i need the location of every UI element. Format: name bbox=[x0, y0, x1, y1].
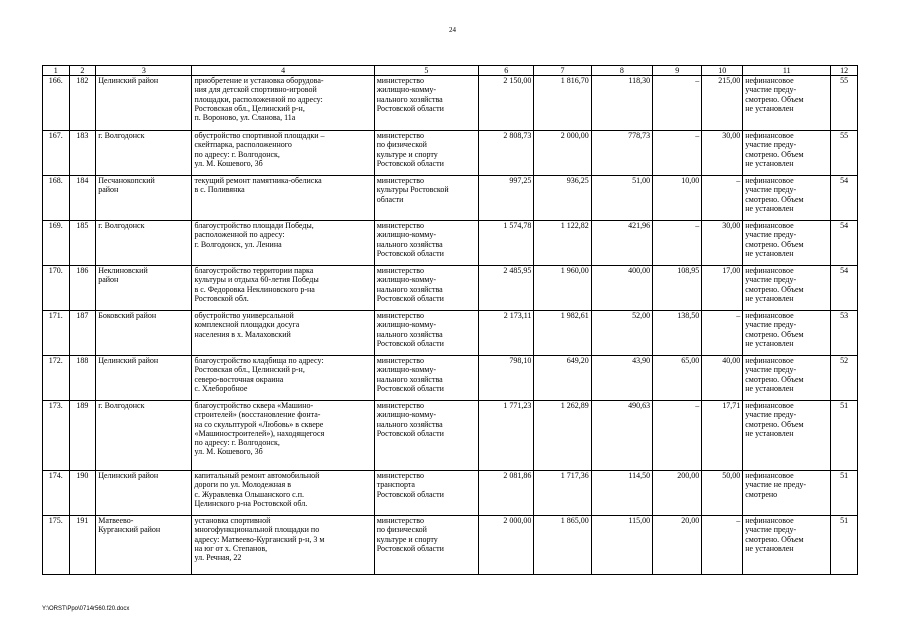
cell-district: Боковский район bbox=[96, 311, 192, 356]
cell-ministry: министерство по физической культуре и спорту Ростовской области bbox=[374, 516, 478, 575]
cell-ministry: министерство жилищно-комму- нального хозяйства Ростовской области bbox=[374, 76, 478, 131]
cell-local: 115,00 bbox=[591, 516, 652, 575]
cell-number: 168. bbox=[43, 176, 70, 221]
cell-participation: нефинансовое участие преду- смотрено. Объем не установлен bbox=[743, 131, 831, 176]
table-row bbox=[43, 516, 858, 575]
column-header: 3 bbox=[96, 66, 192, 76]
column-header: 7 bbox=[534, 66, 591, 76]
cell-participation: нефинансовое участие преду- смотрено. Объем не установлен bbox=[743, 516, 831, 575]
cell-other: – bbox=[702, 516, 743, 575]
cell-regional: 2 000,00 bbox=[534, 131, 591, 176]
cell-participation: нефинансовое участие преду- смотрено. Объем не установлен bbox=[743, 266, 831, 311]
header-row bbox=[43, 66, 858, 76]
cell-object: установка спортивной многофункциональной площадки по адресу: Матвеево-Курганский р-н, 3 м на юг от х. Степанов, ул. Речная, 22 bbox=[192, 516, 374, 575]
cell-extra: 65,00 bbox=[653, 356, 702, 401]
cell-other: 30,00 bbox=[702, 131, 743, 176]
column-header: 2 bbox=[69, 66, 96, 76]
file-path-footer: Y:\ORST\Ppo\0714r560.f20.docx bbox=[42, 606, 130, 612]
cell-district: Матвеево- Курганский район bbox=[96, 516, 192, 575]
cell-ministry: министерство культуры Ростовской области bbox=[374, 176, 478, 221]
cell-participation: нефинансовое участие преду- смотрено. Объем не установлен bbox=[743, 356, 831, 401]
cell-total: 2 081,86 bbox=[479, 471, 534, 516]
cell-id: 190 bbox=[69, 471, 96, 516]
cell-id: 187 bbox=[69, 311, 96, 356]
table-row bbox=[43, 176, 858, 221]
column-header: 9 bbox=[653, 66, 702, 76]
cell-local: 114,50 bbox=[591, 471, 652, 516]
cell-local: 43,90 bbox=[591, 356, 652, 401]
cell-id: 184 bbox=[69, 176, 96, 221]
column-header: 6 bbox=[479, 66, 534, 76]
table-row bbox=[43, 266, 858, 311]
cell-number: 170. bbox=[43, 266, 70, 311]
cell-regional: 1 865,00 bbox=[534, 516, 591, 575]
cell-object: благоустройство территории парка культуры и отдыха 60-летия Победы в с. Федоровка Неклиновского р-на Ростовской обл. bbox=[192, 266, 374, 311]
cell-number: 175. bbox=[43, 516, 70, 575]
cell-rank: 54 bbox=[831, 266, 858, 311]
column-header: 4 bbox=[192, 66, 374, 76]
cell-object: благоустройство сквера «Машино- строителей» (восстановление фонта- на со скульптурой «Любовь» в сквере «Машиностроителей»), находящегося по адресу: г. Волгодонск, ул. М. Кошевого, 3б bbox=[192, 401, 374, 471]
cell-extra: 108,95 bbox=[653, 266, 702, 311]
cell-number: 166. bbox=[43, 76, 70, 131]
cell-rank: 55 bbox=[831, 131, 858, 176]
cell-other: 215,00 bbox=[702, 76, 743, 131]
table-row bbox=[43, 76, 858, 131]
cell-district: г. Волгодонск bbox=[96, 221, 192, 266]
cell-object: благоустройство площади Победы, расположенной по адресу: г. Волгодонск, ул. Ленина bbox=[192, 221, 374, 266]
cell-ministry: министерство транспорта Ростовской области bbox=[374, 471, 478, 516]
cell-rank: 51 bbox=[831, 516, 858, 575]
cell-extra: 200,00 bbox=[653, 471, 702, 516]
cell-total: 2 173,11 bbox=[479, 311, 534, 356]
cell-ministry: министерство жилищно-комму- нального хозяйства Ростовской области bbox=[374, 266, 478, 311]
cell-participation: нефинансовое участие не преду- смотрено bbox=[743, 471, 831, 516]
column-header: 5 bbox=[374, 66, 478, 76]
cell-district: г. Волгодонск bbox=[96, 131, 192, 176]
cell-other: – bbox=[702, 176, 743, 221]
cell-other: 40,00 bbox=[702, 356, 743, 401]
column-header: 1 bbox=[43, 66, 70, 76]
cell-total: 2 150,00 bbox=[479, 76, 534, 131]
cell-rank: 54 bbox=[831, 221, 858, 266]
cell-participation: нефинансовое участие преду- смотрено. Объем не установлен bbox=[743, 176, 831, 221]
cell-ministry: министерство по физической культуре и спорту Ростовской области bbox=[374, 131, 478, 176]
cell-other: 17,71 bbox=[702, 401, 743, 471]
cell-local: 421,96 bbox=[591, 221, 652, 266]
column-header: 12 bbox=[831, 66, 858, 76]
cell-local: 118,30 bbox=[591, 76, 652, 131]
cell-other: 30,00 bbox=[702, 221, 743, 266]
cell-number: 172. bbox=[43, 356, 70, 401]
cell-object: капитальный ремонт автомобильной дороги по ул. Молодежная в с. Журавлевка Ольшанского с.п. Целинского р-на Ростовской обл. bbox=[192, 471, 374, 516]
cell-ministry: министерство жилищно-комму- нального хозяйства Ростовской области bbox=[374, 221, 478, 266]
cell-other: 17,00 bbox=[702, 266, 743, 311]
cell-rank: 54 bbox=[831, 176, 858, 221]
table-row bbox=[43, 131, 858, 176]
cell-object: приобретение и установка оборудова- ния для детской спортивно-игровой площадки, расположенной по адресу: Ростовская обл., Целинский р-н, п. Вороново, ул. Сланова, 11а bbox=[192, 76, 374, 131]
cell-id: 182 bbox=[69, 76, 96, 131]
cell-participation: нефинансовое участие преду- смотрено. Объем не установлен bbox=[743, 76, 831, 131]
cell-extra: – bbox=[653, 131, 702, 176]
cell-object: благоустройство кладбища по адресу: Ростовская обл., Целинский р-н, северо-восточная окраина с. Хлеборобное bbox=[192, 356, 374, 401]
cell-district: Целинский район bbox=[96, 76, 192, 131]
cell-id: 183 bbox=[69, 131, 96, 176]
cell-total: 997,25 bbox=[479, 176, 534, 221]
cell-ministry: министерство жилищно-комму- нального хозяйства Ростовской области bbox=[374, 401, 478, 471]
cell-other: 50,00 bbox=[702, 471, 743, 516]
cell-number: 167. bbox=[43, 131, 70, 176]
cell-total: 2 000,00 bbox=[479, 516, 534, 575]
table-row bbox=[43, 221, 858, 266]
cell-regional: 1 816,70 bbox=[534, 76, 591, 131]
cell-total: 2 485,95 bbox=[479, 266, 534, 311]
cell-total: 2 808,73 bbox=[479, 131, 534, 176]
cell-district: Неклиновский район bbox=[96, 266, 192, 311]
table-body bbox=[43, 76, 858, 575]
cell-local: 778,73 bbox=[591, 131, 652, 176]
column-header: 10 bbox=[702, 66, 743, 76]
cell-regional: 1 122,82 bbox=[534, 221, 591, 266]
cell-extra: – bbox=[653, 401, 702, 471]
cell-total: 1 574,78 bbox=[479, 221, 534, 266]
cell-extra: – bbox=[653, 221, 702, 266]
cell-object: обустройство спортивной площадки – скейтпарка, расположенного по адресу: г. Волгодонск, ул. М. Кошевого, 3б bbox=[192, 131, 374, 176]
cell-local: 52,00 bbox=[591, 311, 652, 356]
cell-local: 400,00 bbox=[591, 266, 652, 311]
cell-extra: – bbox=[653, 76, 702, 131]
cell-participation: нефинансовое участие преду- смотрено. Объем не установлен bbox=[743, 401, 831, 471]
cell-number: 173. bbox=[43, 401, 70, 471]
cell-id: 188 bbox=[69, 356, 96, 401]
cell-number: 174. bbox=[43, 471, 70, 516]
cell-extra: 10,00 bbox=[653, 176, 702, 221]
cell-id: 191 bbox=[69, 516, 96, 575]
cell-rank: 52 bbox=[831, 356, 858, 401]
cell-district: г. Волгодонск bbox=[96, 401, 192, 471]
cell-regional: 936,25 bbox=[534, 176, 591, 221]
cell-extra: 138,50 bbox=[653, 311, 702, 356]
table-row bbox=[43, 471, 858, 516]
cell-id: 189 bbox=[69, 401, 96, 471]
cell-participation: нефинансовое участие преду- смотрено. Объем не установлен bbox=[743, 221, 831, 266]
cell-regional: 1 262,89 bbox=[534, 401, 591, 471]
cell-total: 798,10 bbox=[479, 356, 534, 401]
cell-district: Песчанокопский район bbox=[96, 176, 192, 221]
cell-participation: нефинансовое участие преду- смотрено. Объем не установлен bbox=[743, 311, 831, 356]
cell-district: Целинский район bbox=[96, 471, 192, 516]
cell-district: Целинский район bbox=[96, 356, 192, 401]
page-number: 24 bbox=[449, 26, 456, 34]
cell-id: 185 bbox=[69, 221, 96, 266]
cell-rank: 55 bbox=[831, 76, 858, 131]
table-row bbox=[43, 401, 858, 471]
table-row bbox=[43, 356, 858, 401]
column-header: 8 bbox=[591, 66, 652, 76]
cell-extra: 20,00 bbox=[653, 516, 702, 575]
cell-object: текущий ремонт памятника-обелиска в с. Поливянка bbox=[192, 176, 374, 221]
cell-regional: 1 717,36 bbox=[534, 471, 591, 516]
cell-total: 1 771,23 bbox=[479, 401, 534, 471]
cell-rank: 51 bbox=[831, 471, 858, 516]
cell-number: 171. bbox=[43, 311, 70, 356]
cell-rank: 51 bbox=[831, 401, 858, 471]
cell-regional: 1 982,61 bbox=[534, 311, 591, 356]
cell-local: 51,00 bbox=[591, 176, 652, 221]
cell-object: обустройство универсальной комплексной площадки досуга населения в х. Малаховский bbox=[192, 311, 374, 356]
cell-number: 169. bbox=[43, 221, 70, 266]
table-row bbox=[43, 311, 858, 356]
cell-other: – bbox=[702, 311, 743, 356]
projects-table bbox=[42, 65, 858, 575]
cell-id: 186 bbox=[69, 266, 96, 311]
column-header: 11 bbox=[743, 66, 831, 76]
cell-ministry: министерство жилищно-комму- нального хозяйства Ростовской области bbox=[374, 356, 478, 401]
cell-regional: 649,20 bbox=[534, 356, 591, 401]
cell-local: 490,63 bbox=[591, 401, 652, 471]
cell-rank: 53 bbox=[831, 311, 858, 356]
cell-regional: 1 960,00 bbox=[534, 266, 591, 311]
cell-ministry: министерство жилищно-комму- нального хозяйства Ростовской области bbox=[374, 311, 478, 356]
